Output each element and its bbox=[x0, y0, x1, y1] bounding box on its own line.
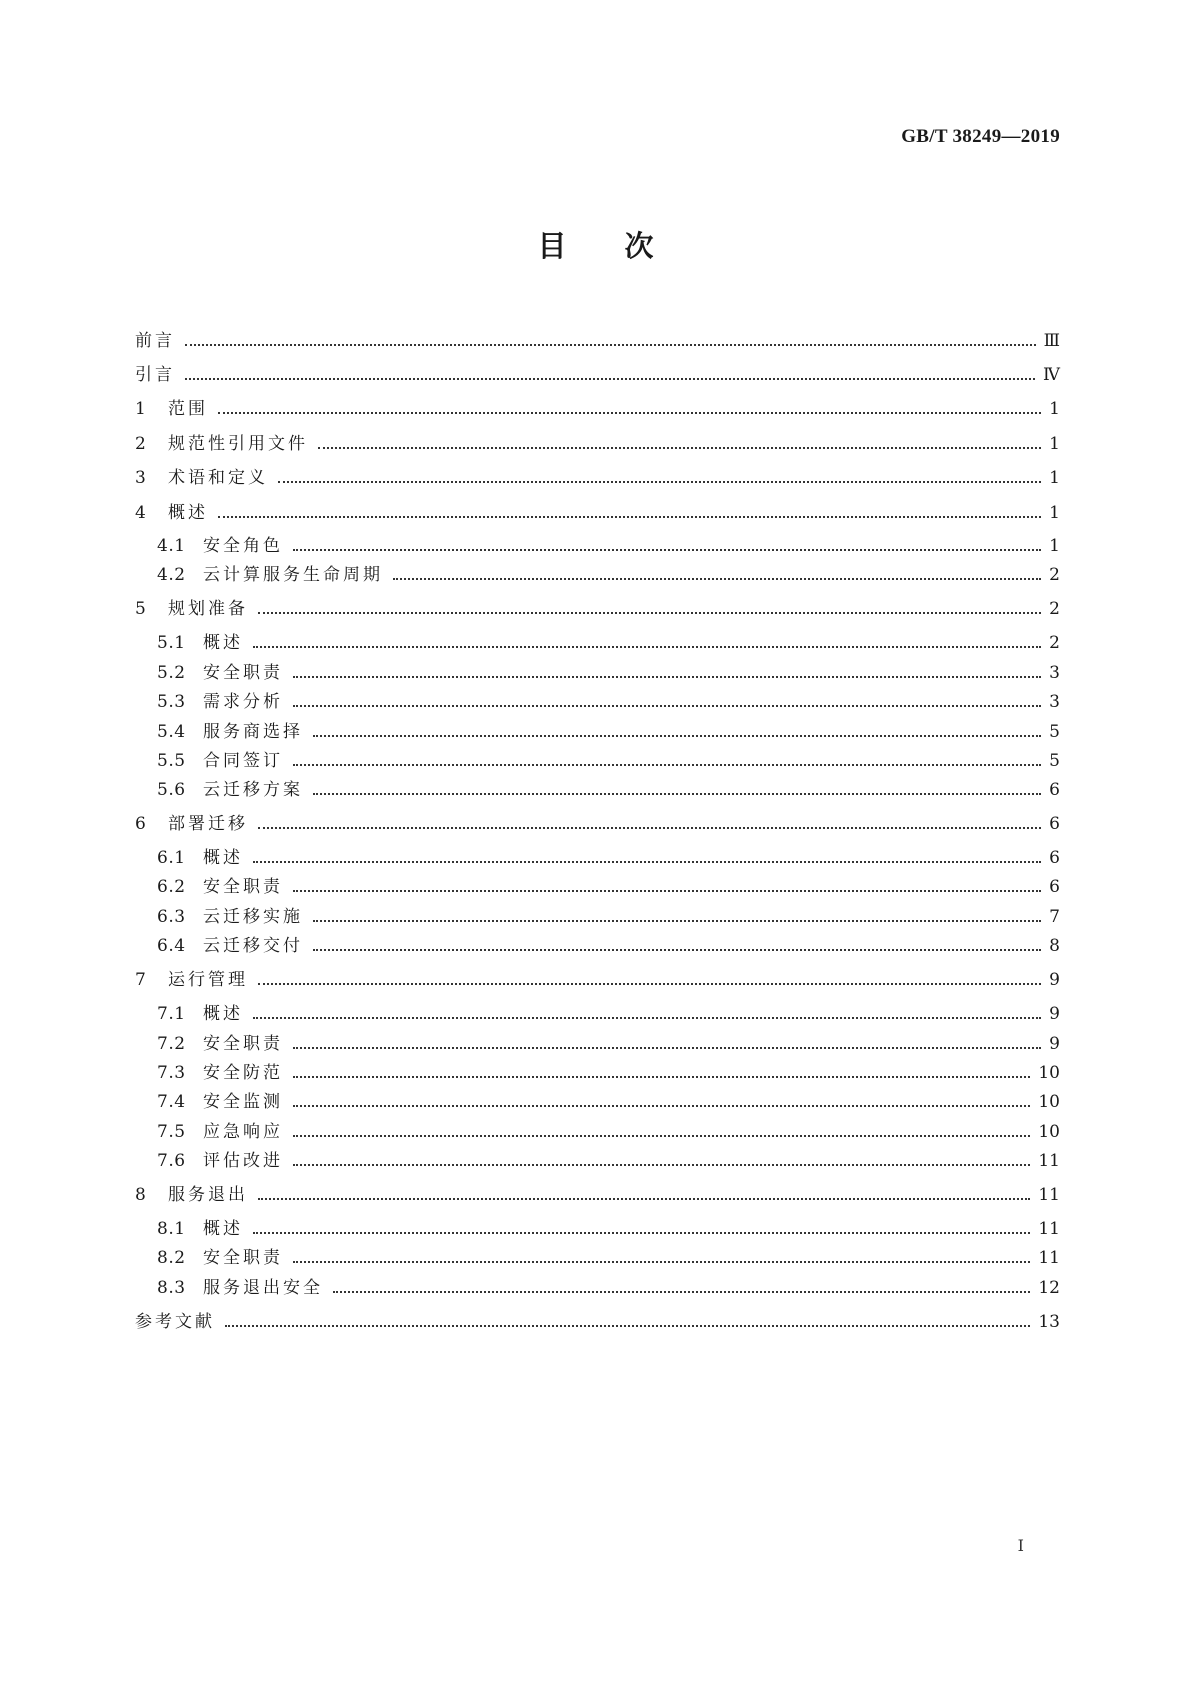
dot-leader bbox=[313, 735, 1041, 737]
dot-leader bbox=[293, 1261, 1030, 1263]
toc-entry-number: 5.1 bbox=[157, 633, 186, 653]
toc-entry-label: 引言 bbox=[135, 365, 175, 385]
toc-entry[interactable] bbox=[157, 1087, 1060, 1117]
toc-entry-label: 合同签订 bbox=[203, 751, 283, 771]
dot-leader bbox=[333, 1291, 1030, 1293]
toc-entry-page: 11 bbox=[1038, 1151, 1060, 1171]
toc-entry-page: 6 bbox=[1049, 848, 1060, 868]
toc-entry[interactable] bbox=[157, 746, 1060, 776]
toc-entry-number: 5 bbox=[135, 599, 147, 619]
toc-entry-page: 9 bbox=[1049, 1034, 1060, 1054]
dot-leader bbox=[393, 578, 1041, 580]
toc-entry-label: 云迁移交付 bbox=[203, 936, 303, 956]
toc-entry-label: 概述 bbox=[203, 848, 243, 868]
toc-entry-page: 2 bbox=[1049, 633, 1060, 653]
toc-entry[interactable] bbox=[135, 429, 1060, 459]
toc-entry-number: 4.2 bbox=[157, 565, 186, 585]
toc-entry[interactable] bbox=[157, 902, 1060, 932]
toc-entry-page: 7 bbox=[1049, 907, 1060, 927]
toc-entry-page: 6 bbox=[1049, 814, 1060, 834]
toc-entry-label: 安全职责 bbox=[203, 1034, 283, 1054]
toc-entry-number: 8 bbox=[135, 1185, 147, 1205]
toc-entry-number: 6.2 bbox=[157, 877, 186, 897]
toc-entry[interactable] bbox=[135, 498, 1060, 528]
toc-entry-number: 5.6 bbox=[157, 780, 186, 800]
toc-entry-label: 概述 bbox=[203, 1004, 243, 1024]
toc-entry[interactable] bbox=[157, 1146, 1060, 1176]
toc-entry-number: 4 bbox=[135, 503, 147, 523]
toc-entry-label: 云迁移实施 bbox=[203, 907, 303, 927]
toc-entry[interactable] bbox=[135, 1307, 1060, 1337]
toc-entry-number: 4.1 bbox=[157, 536, 186, 556]
toc-entry-label: 安全监测 bbox=[203, 1092, 283, 1112]
toc-entry-number: 5.2 bbox=[157, 663, 186, 683]
toc-entry-label: 应急响应 bbox=[203, 1122, 283, 1142]
dot-leader bbox=[293, 1076, 1030, 1078]
toc-entry[interactable] bbox=[157, 931, 1060, 961]
toc-entry[interactable] bbox=[157, 843, 1060, 873]
toc-entry-number: 7.2 bbox=[157, 1034, 186, 1054]
toc-entry-page: 1 bbox=[1049, 434, 1060, 454]
toc-entry-label: 安全职责 bbox=[203, 1248, 283, 1268]
toc-entry-number: 7.1 bbox=[157, 1004, 186, 1024]
toc-entry[interactable] bbox=[157, 717, 1060, 747]
toc-entry-number: 7 bbox=[135, 970, 147, 990]
toc-entry-page: 1 bbox=[1049, 536, 1060, 556]
toc-entry-number: 6 bbox=[135, 814, 147, 834]
toc-entry-page: 11 bbox=[1038, 1219, 1060, 1239]
dot-leader bbox=[293, 705, 1041, 707]
dot-leader bbox=[293, 890, 1041, 892]
dot-leader bbox=[258, 827, 1041, 829]
toc-entry-page: 9 bbox=[1049, 1004, 1060, 1024]
toc-entry[interactable] bbox=[157, 775, 1060, 805]
toc-entry-number: 5.4 bbox=[157, 722, 186, 742]
dot-leader bbox=[258, 1198, 1030, 1200]
toc-entry-label: 安全职责 bbox=[203, 877, 283, 897]
toc-entry-number: 8.1 bbox=[157, 1219, 186, 1239]
toc-entry[interactable] bbox=[157, 658, 1060, 688]
toc-entry-page: 2 bbox=[1049, 565, 1060, 585]
dot-leader bbox=[218, 412, 1041, 414]
toc-entry-number: 2 bbox=[135, 434, 147, 454]
toc-entry-page: 3 bbox=[1049, 663, 1060, 683]
toc-entry-page: Ⅳ bbox=[1043, 365, 1060, 385]
dot-leader bbox=[318, 447, 1041, 449]
toc-entry-page: 1 bbox=[1049, 399, 1060, 419]
toc-entry[interactable] bbox=[157, 1029, 1060, 1059]
toc-entry-page: 13 bbox=[1038, 1312, 1060, 1332]
standard-code: GB/T 38249—2019 bbox=[901, 126, 1060, 147]
toc-entry[interactable] bbox=[157, 687, 1060, 717]
toc-entry-page: 11 bbox=[1038, 1185, 1060, 1205]
dot-leader bbox=[258, 612, 1041, 614]
dot-leader bbox=[293, 676, 1041, 678]
toc-entry[interactable] bbox=[135, 463, 1060, 493]
toc-entry[interactable] bbox=[157, 560, 1060, 590]
toc-entry-label: 安全防范 bbox=[203, 1063, 283, 1083]
dot-leader bbox=[313, 920, 1041, 922]
toc-entry-number: 8.2 bbox=[157, 1248, 186, 1268]
toc-entry-page: 6 bbox=[1049, 780, 1060, 800]
toc-entry[interactable] bbox=[135, 1180, 1060, 1210]
dot-leader bbox=[313, 949, 1041, 951]
toc-entry[interactable] bbox=[157, 1117, 1060, 1147]
toc-entry-label: 概述 bbox=[203, 1219, 243, 1239]
toc-entry-number: 7.5 bbox=[157, 1122, 186, 1142]
toc-entry-label: 服务商选择 bbox=[203, 722, 303, 742]
toc-entry[interactable] bbox=[135, 594, 1060, 624]
toc-entry[interactable] bbox=[157, 1214, 1060, 1244]
toc-entry[interactable] bbox=[157, 1058, 1060, 1088]
toc-entry[interactable] bbox=[135, 809, 1060, 839]
toc-entry-page: 10 bbox=[1038, 1092, 1060, 1112]
page-title: 目次 bbox=[537, 229, 712, 263]
toc-entry-number: 5.3 bbox=[157, 692, 186, 712]
toc-entry-label: 范围 bbox=[168, 399, 208, 419]
toc-entry-label: 评估改进 bbox=[203, 1151, 283, 1171]
toc-entry-page: 10 bbox=[1038, 1063, 1060, 1083]
toc-entry-number: 7.6 bbox=[157, 1151, 186, 1171]
dot-leader bbox=[293, 1135, 1030, 1137]
toc-entry-label: 部署迁移 bbox=[168, 814, 248, 834]
dot-leader bbox=[218, 516, 1041, 518]
toc-entry-page: 9 bbox=[1049, 970, 1060, 990]
toc-entry-page: 3 bbox=[1049, 692, 1060, 712]
toc-entry-number: 8.3 bbox=[157, 1278, 186, 1298]
dot-leader bbox=[293, 1047, 1041, 1049]
dot-leader bbox=[293, 1105, 1030, 1107]
toc-entry[interactable] bbox=[135, 394, 1060, 424]
toc-entry[interactable] bbox=[157, 999, 1060, 1029]
toc-entry-label: 规划准备 bbox=[168, 599, 248, 619]
dot-leader bbox=[293, 549, 1041, 551]
toc-entry-number: 7.3 bbox=[157, 1063, 186, 1083]
toc-entry[interactable] bbox=[135, 326, 1060, 356]
toc-entry-page: 2 bbox=[1049, 599, 1060, 619]
dot-leader bbox=[225, 1325, 1030, 1327]
toc-entry-page: 12 bbox=[1038, 1278, 1060, 1298]
dot-leader bbox=[253, 861, 1041, 863]
toc-entry-number: 6.1 bbox=[157, 848, 186, 868]
dot-leader bbox=[253, 646, 1041, 648]
toc-entry-label: 概述 bbox=[203, 633, 243, 653]
toc-entry-page: 5 bbox=[1049, 722, 1060, 742]
toc-entry-label: 需求分析 bbox=[203, 692, 283, 712]
toc-entry-page: 6 bbox=[1049, 877, 1060, 897]
dot-leader bbox=[293, 1164, 1030, 1166]
page-number: I bbox=[1017, 1536, 1024, 1555]
toc-entry-label: 安全职责 bbox=[203, 663, 283, 683]
toc-entry-number: 6.3 bbox=[157, 907, 186, 927]
dot-leader bbox=[253, 1232, 1030, 1234]
toc-entry-number: 1 bbox=[135, 399, 147, 419]
toc-entry-label: 云计算服务生命周期 bbox=[203, 565, 383, 585]
toc-entry-page: 5 bbox=[1049, 751, 1060, 771]
toc-entry-number: 3 bbox=[135, 468, 147, 488]
toc-entry-number: 6.4 bbox=[157, 936, 186, 956]
toc-entry-page: 1 bbox=[1049, 503, 1060, 523]
toc-entry[interactable] bbox=[157, 1273, 1060, 1303]
toc-entry-page: 11 bbox=[1038, 1248, 1060, 1268]
toc-entry[interactable] bbox=[135, 360, 1060, 390]
dot-leader bbox=[293, 764, 1041, 766]
toc-entry-page: 1 bbox=[1049, 468, 1060, 488]
dot-leader bbox=[313, 793, 1041, 795]
toc-entry-label: 概述 bbox=[168, 503, 208, 523]
dot-leader bbox=[278, 481, 1041, 483]
toc-entry-label: 规范性引用文件 bbox=[168, 434, 308, 454]
dot-leader bbox=[185, 344, 1036, 346]
toc-entry-page: 8 bbox=[1049, 936, 1060, 956]
dot-leader bbox=[258, 983, 1041, 985]
toc-entry-label: 云迁移方案 bbox=[203, 780, 303, 800]
table-of-contents bbox=[0, 326, 1191, 1426]
dot-leader bbox=[253, 1017, 1041, 1019]
toc-entry[interactable] bbox=[157, 531, 1060, 561]
toc-entry-label: 服务退出安全 bbox=[203, 1278, 323, 1298]
toc-entry[interactable] bbox=[157, 628, 1060, 658]
toc-entry-number: 5.5 bbox=[157, 751, 186, 771]
toc-entry-label: 服务退出 bbox=[168, 1185, 248, 1205]
toc-entry[interactable] bbox=[157, 872, 1060, 902]
toc-entry-label: 参考文献 bbox=[135, 1312, 215, 1332]
toc-entry-label: 术语和定义 bbox=[168, 468, 268, 488]
toc-entry-page: 10 bbox=[1038, 1122, 1060, 1142]
toc-entry[interactable] bbox=[157, 1243, 1060, 1273]
toc-entry-page: Ⅲ bbox=[1043, 331, 1060, 351]
dot-leader bbox=[185, 378, 1035, 380]
toc-entry-label: 前言 bbox=[135, 331, 175, 351]
toc-entry[interactable] bbox=[135, 965, 1060, 995]
toc-entry-label: 安全角色 bbox=[203, 536, 283, 556]
toc-entry-number: 7.4 bbox=[157, 1092, 186, 1112]
toc-entry-label: 运行管理 bbox=[168, 970, 248, 990]
